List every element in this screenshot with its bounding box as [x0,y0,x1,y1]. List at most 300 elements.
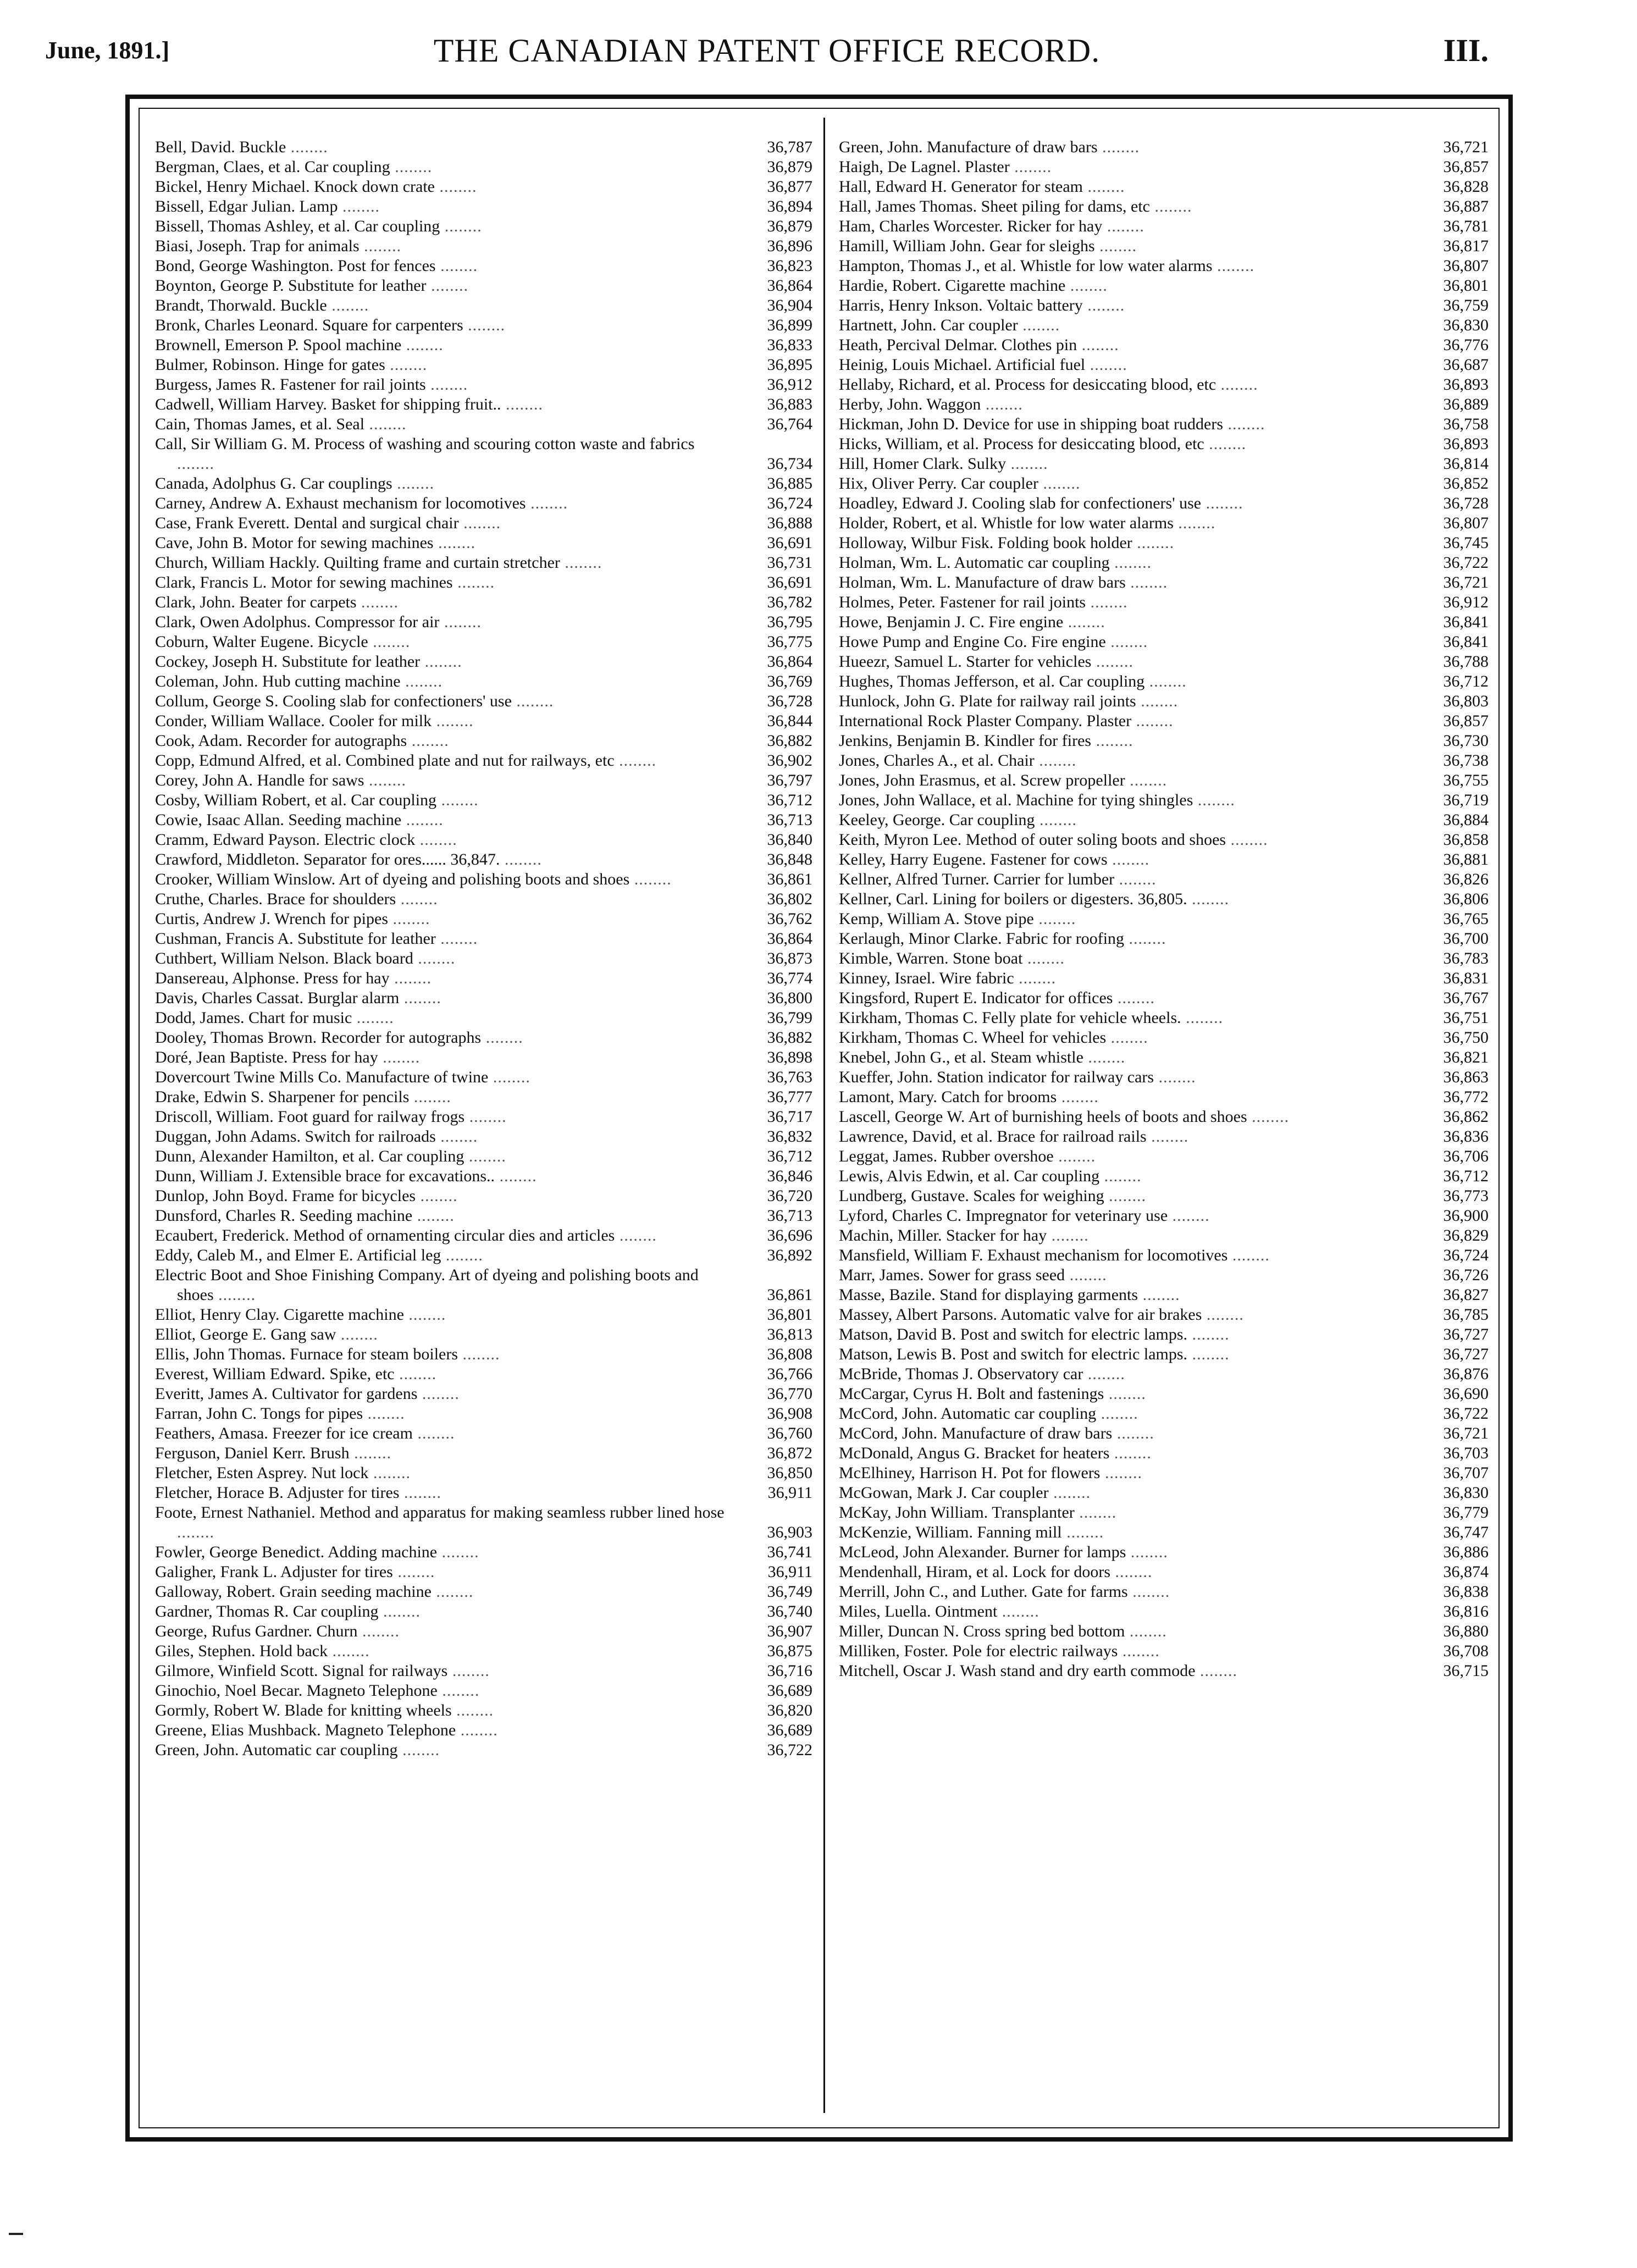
index-entry [155,1265,812,1305]
patent-number: 36,829 [1443,1226,1489,1244]
dot-leader: ........ [286,138,328,156]
patent-number: 36,740 [767,1602,812,1620]
dot-leader: ........ [1082,296,1125,314]
patent-number: 36,724 [767,494,812,512]
patent-number: 36,882 [767,732,812,750]
entry-text: Kinney, Israel. Wire fabric [839,969,1014,987]
dot-leader: ........ [388,910,430,928]
entry-text: Marr, James. Sower for grass seed [839,1266,1065,1284]
index-entry [839,1265,1489,1285]
index-entry [839,1166,1489,1186]
patent-number: 36,727 [1443,1345,1489,1363]
dot-leader: ........ [997,1602,1039,1620]
patent-number: 36,882 [767,1028,812,1047]
entry-text: Hunlock, John G. Plate for railway rail joints [839,692,1136,710]
dot-leader: ........ [1057,1088,1099,1106]
patent-number: 36,893 [1443,375,1489,394]
index-entry [155,929,812,949]
dot-leader: ........ [1193,791,1235,809]
patent-number: 36,755 [1443,771,1489,789]
entry-text: Milliken, Foster. Pole for electric railways [839,1642,1118,1660]
patent-number: 36,877 [767,178,812,196]
patent-number: 36,911 [767,1484,812,1502]
entry-text: Machin, Miller. Stacker for hay [839,1226,1047,1244]
entry-text: Kingsford, Rupert E. Indicator for offices [839,989,1113,1007]
dot-leader: ........ [420,652,462,671]
dot-leader: ........ [456,1721,498,1739]
index-entry [839,1008,1489,1028]
dot-leader: ........ [1247,1108,1290,1126]
dot-leader: ........ [378,1602,421,1620]
left-column [155,137,812,1760]
entry-text: Galloway, Robert. Grain seeding machine [155,1583,432,1601]
page-header [45,32,1489,81]
dot-leader: ........ [1144,672,1187,690]
index-entry [839,1206,1489,1226]
entry-text: Cosby, William Robert, et al. Car coupling [155,791,437,809]
entry-text: Eddy, Caleb M., and Elmer E. Artificial leg [155,1246,441,1264]
index-entry [839,1226,1489,1246]
index-entry [155,157,812,177]
dot-leader: ........ [1125,1622,1167,1640]
index-entry [839,434,1489,454]
index-entry [839,632,1489,652]
entry-text: Hamill, William John. Gear for sleighs [839,237,1095,255]
dot-leader: ........ [392,474,435,493]
entry-text: Haigh, De Lagnel. Plaster [839,158,1010,176]
index-entry [155,1661,812,1681]
index-entry [155,494,812,513]
patent-number: 36,721 [1443,573,1489,591]
index-entry [839,1562,1489,1582]
entry-text: Foote, Ernest Nathaniel. Method and apparatus for making seamless rubber lined hose [155,1503,725,1522]
entry-text: Holder, Robert, et al. Whistle for low water alarms [839,514,1174,532]
patent-number: 36,769 [767,672,812,690]
patent-number: 36,715 [1443,1662,1489,1680]
index-entry [155,1226,812,1246]
dot-leader: ........ [615,1226,657,1244]
entry-text: Miles, Luella. Ointment [839,1602,998,1620]
index-entry [155,790,812,810]
entry-text: Kelley, Harry Eugene. Fastener for cows [839,850,1108,869]
patent-number: 36,787 [767,138,812,156]
index-entry [839,870,1489,889]
entry-text: McKenzie, William. Fanning mill [839,1523,1062,1541]
index-entry [839,711,1489,731]
dot-leader: ........ [1204,435,1247,453]
index-entry [839,850,1489,870]
dot-leader: ........ [437,1543,479,1561]
index-entry [155,217,812,236]
patent-number: 36,895 [767,356,812,374]
index-entry [839,1087,1489,1107]
index-entry [155,850,812,870]
dot-leader: ........ [1105,633,1148,651]
entry-text: Mitchell, Oscar J. Wash stand and dry earth commode [839,1662,1196,1680]
entry-text: Holman, Wm. L. Automatic car coupling [839,554,1110,572]
patent-number: 36,886 [1443,1543,1489,1561]
entry-text: Conder, William Wallace. Cooler for milk [155,712,432,730]
index-entry [839,1463,1489,1483]
index-entry [839,969,1489,988]
patent-number: 36,893 [1443,435,1489,453]
patent-number: 36,712 [1443,672,1489,690]
index-entry [839,197,1489,217]
index-entry [155,672,812,692]
index-entry [155,1721,812,1740]
entry-text: Massey, Albert Parsons. Automatic valve for air brakes [839,1306,1202,1324]
patent-number: 36,722 [767,1741,812,1759]
patent-number: 36,803 [1443,692,1489,710]
entry-text: Gardner, Thomas R. Car coupling [155,1602,379,1620]
patent-number: 36,728 [1443,494,1489,512]
index-entry [839,929,1489,949]
patent-number: 36,817 [1443,237,1489,255]
index-entry [839,177,1489,197]
index-entry [155,474,812,494]
entry-text: Carney, Andrew A. Exhaust mechanism for locomotives [155,494,526,512]
patent-number: 36,785 [1443,1306,1489,1324]
patent-number: 36,828 [1443,178,1489,196]
entry-text: Bell, David. Buckle [155,138,286,156]
dot-leader: ........ [407,732,449,750]
dot-leader: ........ [501,395,544,413]
patent-number: 36,721 [1443,1424,1489,1442]
dot-leader: ........ [1083,178,1125,196]
patent-number: 36,774 [767,969,812,987]
dot-leader: ........ [338,197,380,215]
patent-number: 36,700 [1443,930,1489,948]
index-entry [839,1048,1489,1067]
dot-leader: ........ [177,455,214,473]
index-entry [839,1067,1489,1087]
entry-text: Hellaby, Richard, et al. Process for desiccating blood, etc [839,375,1216,394]
index-entry [155,197,812,217]
patent-number: 36,864 [767,652,812,671]
dot-leader: ........ [399,1484,441,1502]
patent-number: 36,708 [1443,1642,1489,1660]
index-entry [155,632,812,652]
index-entry [839,988,1489,1008]
patent-number: 36,690 [1443,1385,1489,1403]
dot-leader: ........ [1083,1048,1126,1066]
entry-text: Ferguson, Daniel Kerr. Brush [155,1444,350,1462]
patent-number: 36,902 [767,751,812,770]
dot-leader: ........ [495,1167,537,1185]
dot-leader: ........ [1110,1563,1153,1581]
dot-leader: ........ [1126,1543,1168,1561]
entry-text: Copp, Edmund Alfred, et al. Combined plate and nut for railways, etc [155,751,615,770]
patent-number: 36,898 [767,1048,812,1066]
patent-number: 36,900 [1443,1207,1489,1225]
entry-text: Howe, Benjamin J. C. Fire engine [839,613,1064,631]
dot-leader: ........ [1104,1187,1147,1205]
entry-text: Jones, John Erasmus, et al. Screw propeller [839,771,1125,789]
patent-number: 36,717 [767,1108,812,1126]
dot-leader: ........ [349,1444,392,1462]
entry-text: Bickel, Henry Michael. Knock down crate [155,178,435,196]
patent-number: 36,807 [1443,514,1489,532]
patent-number: 36,696 [767,1226,812,1244]
entry-text: Kerlaugh, Minor Clarke. Fabric for roofing [839,930,1125,948]
entry-text: Farran, John C. Tongs for pipes [155,1404,363,1423]
dot-leader: ........ [435,930,478,948]
index-entry [155,949,812,969]
dot-leader: ........ [364,771,406,789]
dot-leader: ........ [1086,593,1128,611]
index-entry [839,533,1489,553]
index-entry [839,593,1489,612]
entry-text: Lundberg, Gustave. Scales for weighing [839,1187,1104,1205]
dot-leader: ........ [1094,237,1137,255]
entry-text: McLeod, John Alexander. Burner for lamps [839,1543,1126,1561]
index-entry [155,1463,812,1483]
index-entry [155,909,812,929]
index-entry [155,1206,812,1226]
patent-number: 36,722 [1443,554,1489,572]
index-entry [839,355,1489,375]
dot-leader: ........ [431,1583,474,1601]
entry-text: Cave, John B. Motor for sewing machines [155,534,434,552]
index-entry [155,1048,812,1067]
dot-leader: ........ [435,178,477,196]
entry-text: Bulmer, Robinson. Hinge for gates [155,356,385,374]
entry-text: Herby, John. Waggon [839,395,981,413]
dot-leader: ........ [1201,494,1243,512]
entry-text: Ginochio, Noel Becar. Magneto Telephone [155,1681,438,1700]
entry-text: Bronk, Charles Leonard. Square for carpenters [155,316,463,334]
patent-number: 36,857 [1443,712,1489,730]
patent-number: 36,767 [1443,989,1489,1007]
dot-leader: ........ [629,870,672,888]
dot-leader: ........ [488,1068,530,1086]
dot-leader: ........ [409,1088,451,1106]
index-entry [839,553,1489,573]
entry-text: Lewis, Alvis Edwin, et al. Car coupling [839,1167,1100,1185]
entry-text: Call, Sir William G. M. Process of washing and scouring cotton waste and fabrics [155,435,695,453]
patent-number: 36,857 [1443,158,1489,176]
patent-number: 36,795 [767,613,812,631]
index-entry [839,1602,1489,1622]
patent-number: 36,703 [1443,1444,1489,1462]
patent-number: 36,836 [1443,1127,1489,1146]
entry-text: Kueffer, John. Station indicator for railway cars [839,1068,1154,1086]
patent-number: 36,764 [767,415,812,433]
index-entry [839,1028,1489,1048]
patent-number: 36,741 [767,1543,812,1561]
index-entry [155,1562,812,1582]
dot-leader: ........ [500,850,542,869]
patent-number: 36,738 [1443,751,1489,770]
patent-number: 36,862 [1443,1108,1489,1126]
index-entry [839,909,1489,929]
entry-text: Dunlop, John Boyd. Frame for bicycles [155,1187,416,1205]
index-entry [839,751,1489,771]
entry-text: Crooker, William Winslow. Art of dyeing and polishing boots and shoes [155,870,630,888]
dot-leader: ........ [1017,316,1060,334]
dot-leader: ........ [392,1563,435,1581]
index-entry [839,137,1489,157]
entry-text: Matson, Lewis B. Post and switch for electric lamps. [839,1345,1188,1363]
index-entry [155,256,812,276]
patent-number: 36,830 [1443,1484,1489,1502]
entry-text: Miller, Duncan N. Cross spring bed bottom [839,1622,1125,1640]
dot-leader: ........ [401,811,444,829]
index-entry [839,414,1489,434]
entry-text: Matson, David B. Post and switch for electric lamps. [839,1325,1188,1343]
dot-leader: ........ [1022,949,1065,967]
patent-number: 36,777 [767,1088,812,1106]
patent-number: 36,745 [1443,534,1489,552]
index-entry [155,711,812,731]
entry-text: Ellis, John Thomas. Furnace for steam boilers [155,1345,458,1363]
index-entry [155,1582,812,1602]
dot-leader: ........ [441,1246,483,1264]
dot-leader: ........ [1127,1583,1170,1601]
patent-number: 36,879 [767,217,812,235]
index-entry [155,276,812,296]
entry-text: Heinig, Louis Michael. Artificial fuel [839,356,1086,374]
patent-number: 36,765 [1443,910,1489,928]
index-entry [155,1345,812,1364]
index-entry [155,1542,812,1562]
entry-text: Hicks, William, et al. Process for desiccating blood, etc [839,435,1204,453]
patent-number: 36,776 [1443,336,1489,354]
index-entry [839,256,1489,276]
entry-text: Everitt, James A. Cultivator for gardens [155,1385,418,1403]
patent-number: 36,848 [767,850,812,869]
entry-text: Duggan, John Adams. Switch for railroads [155,1127,436,1146]
dot-leader: ........ [1125,771,1168,789]
index-entry [155,771,812,790]
entry-text: Green, John. Automatic car coupling [155,1741,398,1759]
index-entry [155,375,812,395]
entry-text: Corey, John A. Handle for saws [155,771,364,789]
entry-text: Kellner, Carl. Lining for boilers or digesters. 36,805. [839,890,1187,908]
patent-number: 36,802 [767,890,812,908]
patent-number: 36,899 [767,316,812,334]
entry-text: Fowler, George Benedict. Adding machine [155,1543,438,1561]
entry-text: McKay, John William. Transplanter [839,1503,1075,1522]
entry-text: Dansereau, Alphonse. Press for hay [155,969,390,987]
entry-text: Howe Pump and Engine Co. Fire engine [839,633,1106,651]
entry-text: Canada, Adolphus G. Car couplings [155,474,392,493]
index-entry [839,1542,1489,1562]
patent-number: 36,888 [767,514,812,532]
dot-leader: ........ [378,1048,421,1066]
dot-leader: ........ [1187,1345,1230,1363]
patent-number: 36,904 [767,296,812,314]
entry-text: Davis, Charles Cassat. Burglar alarm [155,989,400,1007]
dot-leader: ........ [1009,158,1052,176]
page-number: III. [1443,32,1489,68]
index-entry [839,335,1489,355]
patent-number: 36,861 [767,870,812,888]
patent-number: 36,864 [767,276,812,295]
patent-number: 36,770 [767,1385,812,1403]
dot-leader: ........ [1150,197,1192,215]
entry-text: Biasi, Joseph. Trap for animals [155,237,360,255]
dot-leader: ........ [451,1701,494,1719]
dot-leader: ........ [1107,850,1150,869]
dot-leader: ........ [400,672,443,690]
index-frame [125,95,1513,2142]
index-entry [839,1641,1489,1661]
dot-leader: ........ [1085,356,1127,374]
dot-leader: ........ [464,1147,506,1165]
index-entry [155,830,812,850]
patent-number: 36,788 [1443,652,1489,671]
patent-number: 36,713 [767,1207,812,1225]
entry-text: Hickman, John D. Device for use in shipping boat rudders [839,415,1224,433]
patent-number: 36,908 [767,1404,812,1423]
index-entry [839,494,1489,513]
publication-title: THE CANADIAN PATENT OFFICE RECORD. [433,32,1100,69]
patent-number: 36,716 [767,1662,812,1680]
index-entry [155,1147,812,1166]
index-entry [839,1384,1489,1404]
entry-text: Ham, Charles Worcester. Ricker for hay [839,217,1103,235]
patent-number: 36,775 [767,633,812,651]
patent-number: 36,712 [1443,1167,1489,1185]
index-entry [839,157,1489,177]
dot-leader: ........ [435,1127,478,1146]
entry-text: Kirkham, Thomas C. Wheel for vehicles [839,1028,1107,1047]
patent-number: 36,873 [767,949,812,967]
dot-leader: ........ [1125,573,1168,591]
patent-number: 36,826 [1443,870,1489,888]
index-entry [839,474,1489,494]
index-entry [155,395,812,414]
entry-text: Brownell, Emerson P. Spool machine [155,336,402,354]
entry-text: Ecaubert, Frederick. Method of ornamenting circular dies and articles [155,1226,615,1244]
entry-text: Green, John. Manufacture of draw bars [839,138,1098,156]
entry-text: International Rock Plaster Company. Plaster [839,712,1132,730]
index-entry [839,276,1489,296]
dot-leader: ........ [352,1009,394,1027]
dot-leader: ........ [463,316,506,334]
entry-text: Brandt, Thorwald. Buckle [155,296,327,314]
index-entry [155,137,812,157]
patent-number: 36,766 [767,1365,812,1383]
dot-leader: ........ [1154,1068,1196,1086]
patent-number: 36,728 [767,692,812,710]
patent-number: 36,747 [1443,1523,1489,1541]
entry-text: McCord, John. Automatic car coupling [839,1404,1097,1423]
entry-text: Keith, Myron Lee. Method of outer soling boots and shoes [839,831,1226,849]
patent-number: 36,797 [767,771,812,789]
patent-number: 36,800 [767,989,812,1007]
entry-text: Gilmore, Winfield Scott. Signal for railways [155,1662,448,1680]
index-entry [839,652,1489,672]
entry-text: Kellner, Alfred Turner. Carrier for lumber [839,870,1115,888]
patent-number: 36,875 [767,1642,812,1660]
dot-leader: ........ [396,890,438,908]
dot-leader: ........ [426,276,469,295]
dot-leader: ........ [385,356,428,374]
entry-text: Hix, Oliver Perry. Car coupler [839,474,1038,493]
entry-text: Driscoll, William. Foot guard for railway frogs [155,1108,465,1126]
patent-number: 36,872 [767,1444,812,1462]
dot-leader: ........ [1065,276,1108,295]
entry-text: Cockey, Joseph H. Substitute for leather [155,652,421,671]
dot-leader: ........ [1181,1009,1224,1027]
entry-text: Case, Frank Everett. Dental and surgical chair [155,514,459,532]
dot-leader: ........ [390,158,433,176]
patent-number: 36,827 [1443,1286,1489,1304]
patent-number: 36,760 [767,1424,812,1442]
index-entry [155,513,812,533]
